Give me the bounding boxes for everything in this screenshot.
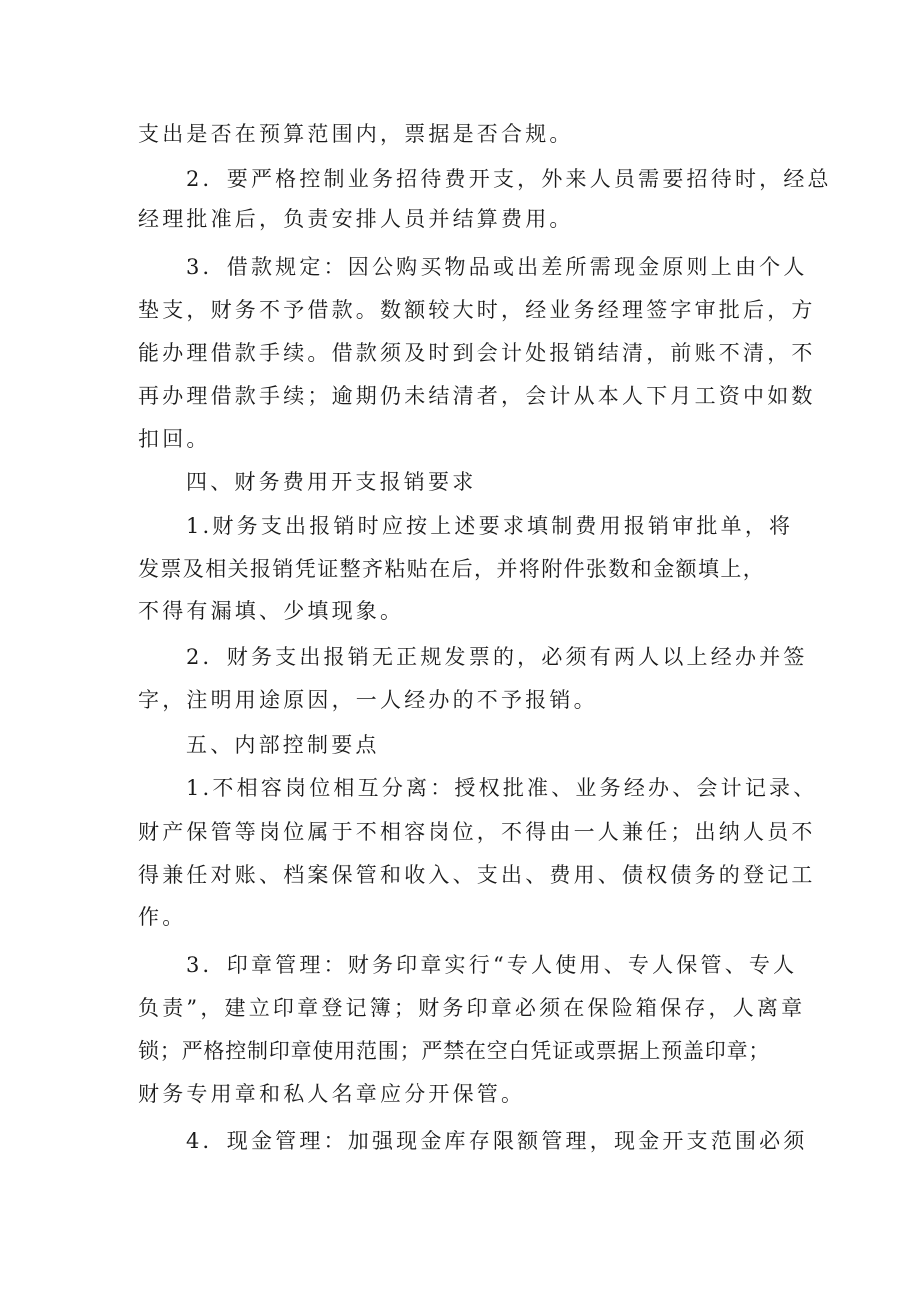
text-line: 2．要严格控制业务招待费开支，外来人员需要招待时，经总 — [186, 167, 832, 191]
text-line: 扣回。 — [138, 427, 211, 451]
text-line: 发票及相关报销凭证整齐粘贴在后，并将附件张数和金额填上， — [138, 557, 766, 581]
section-heading: 四、财务费用开支报销要求 — [186, 470, 477, 494]
text-line: 财务专用章和私人名章应分开保管。 — [138, 1082, 526, 1106]
text-line: 经理批准后，负责安排人员并结算费用。 — [138, 207, 574, 231]
text-line: 能办理借款手续。借款须及时到会计处报销结清，前账不清，不 — [138, 341, 816, 365]
text-line: 锁；严格控制印章使用范围；严禁在空白凭证或票据上预盖印章； — [138, 1039, 771, 1063]
text-line: 1.不相容岗位相互分离：授权批准、业务经办、会计记录、 — [186, 776, 818, 800]
section-heading: 五、内部控制要点 — [186, 733, 380, 757]
text-line: 支出是否在预算范围内，票据是否合规。 — [138, 122, 574, 146]
text-line: 不得有漏填、少填现象。 — [138, 599, 405, 623]
text-line: 负责”，建立印章登记簿；财务印章必须在保险箱保存，人离章 — [138, 996, 806, 1020]
text-line: 字，注明用途原因，一人经办的不予报销。 — [138, 688, 598, 712]
text-line: 4．现金管理：加强现金库存限额管理，现金开支范围必须 — [186, 1129, 808, 1153]
text-line: 财产保管等岗位属于不相容岗位，不得由一人兼任；出纳人员不 — [138, 820, 816, 844]
text-line: 再办理借款手续；逾期仍未结清者，会计从本人下月工资中如数 — [138, 384, 816, 408]
text-line: 垫支，财务不予借款。数额较大时，经业务经理签字审批后，方 — [138, 298, 816, 322]
text-line: 3．借款规定：因公购买物品或出差所需现金原则上由个人 — [186, 255, 808, 279]
text-line: 1.财务支出报销时应按上述要求填制费用报销审批单，将 — [186, 514, 794, 538]
text-line: 作。 — [138, 905, 187, 929]
text-line: 2．财务支出报销无正规发票的，必须有两人以上经办并签 — [186, 645, 808, 669]
text-line: 3．印章管理：财务印章实行“专人使用、专人保管、专人 — [186, 953, 798, 977]
text-line: 得兼任对账、档案保管和收入、支出、费用、债权债务的登记工 — [138, 863, 816, 887]
